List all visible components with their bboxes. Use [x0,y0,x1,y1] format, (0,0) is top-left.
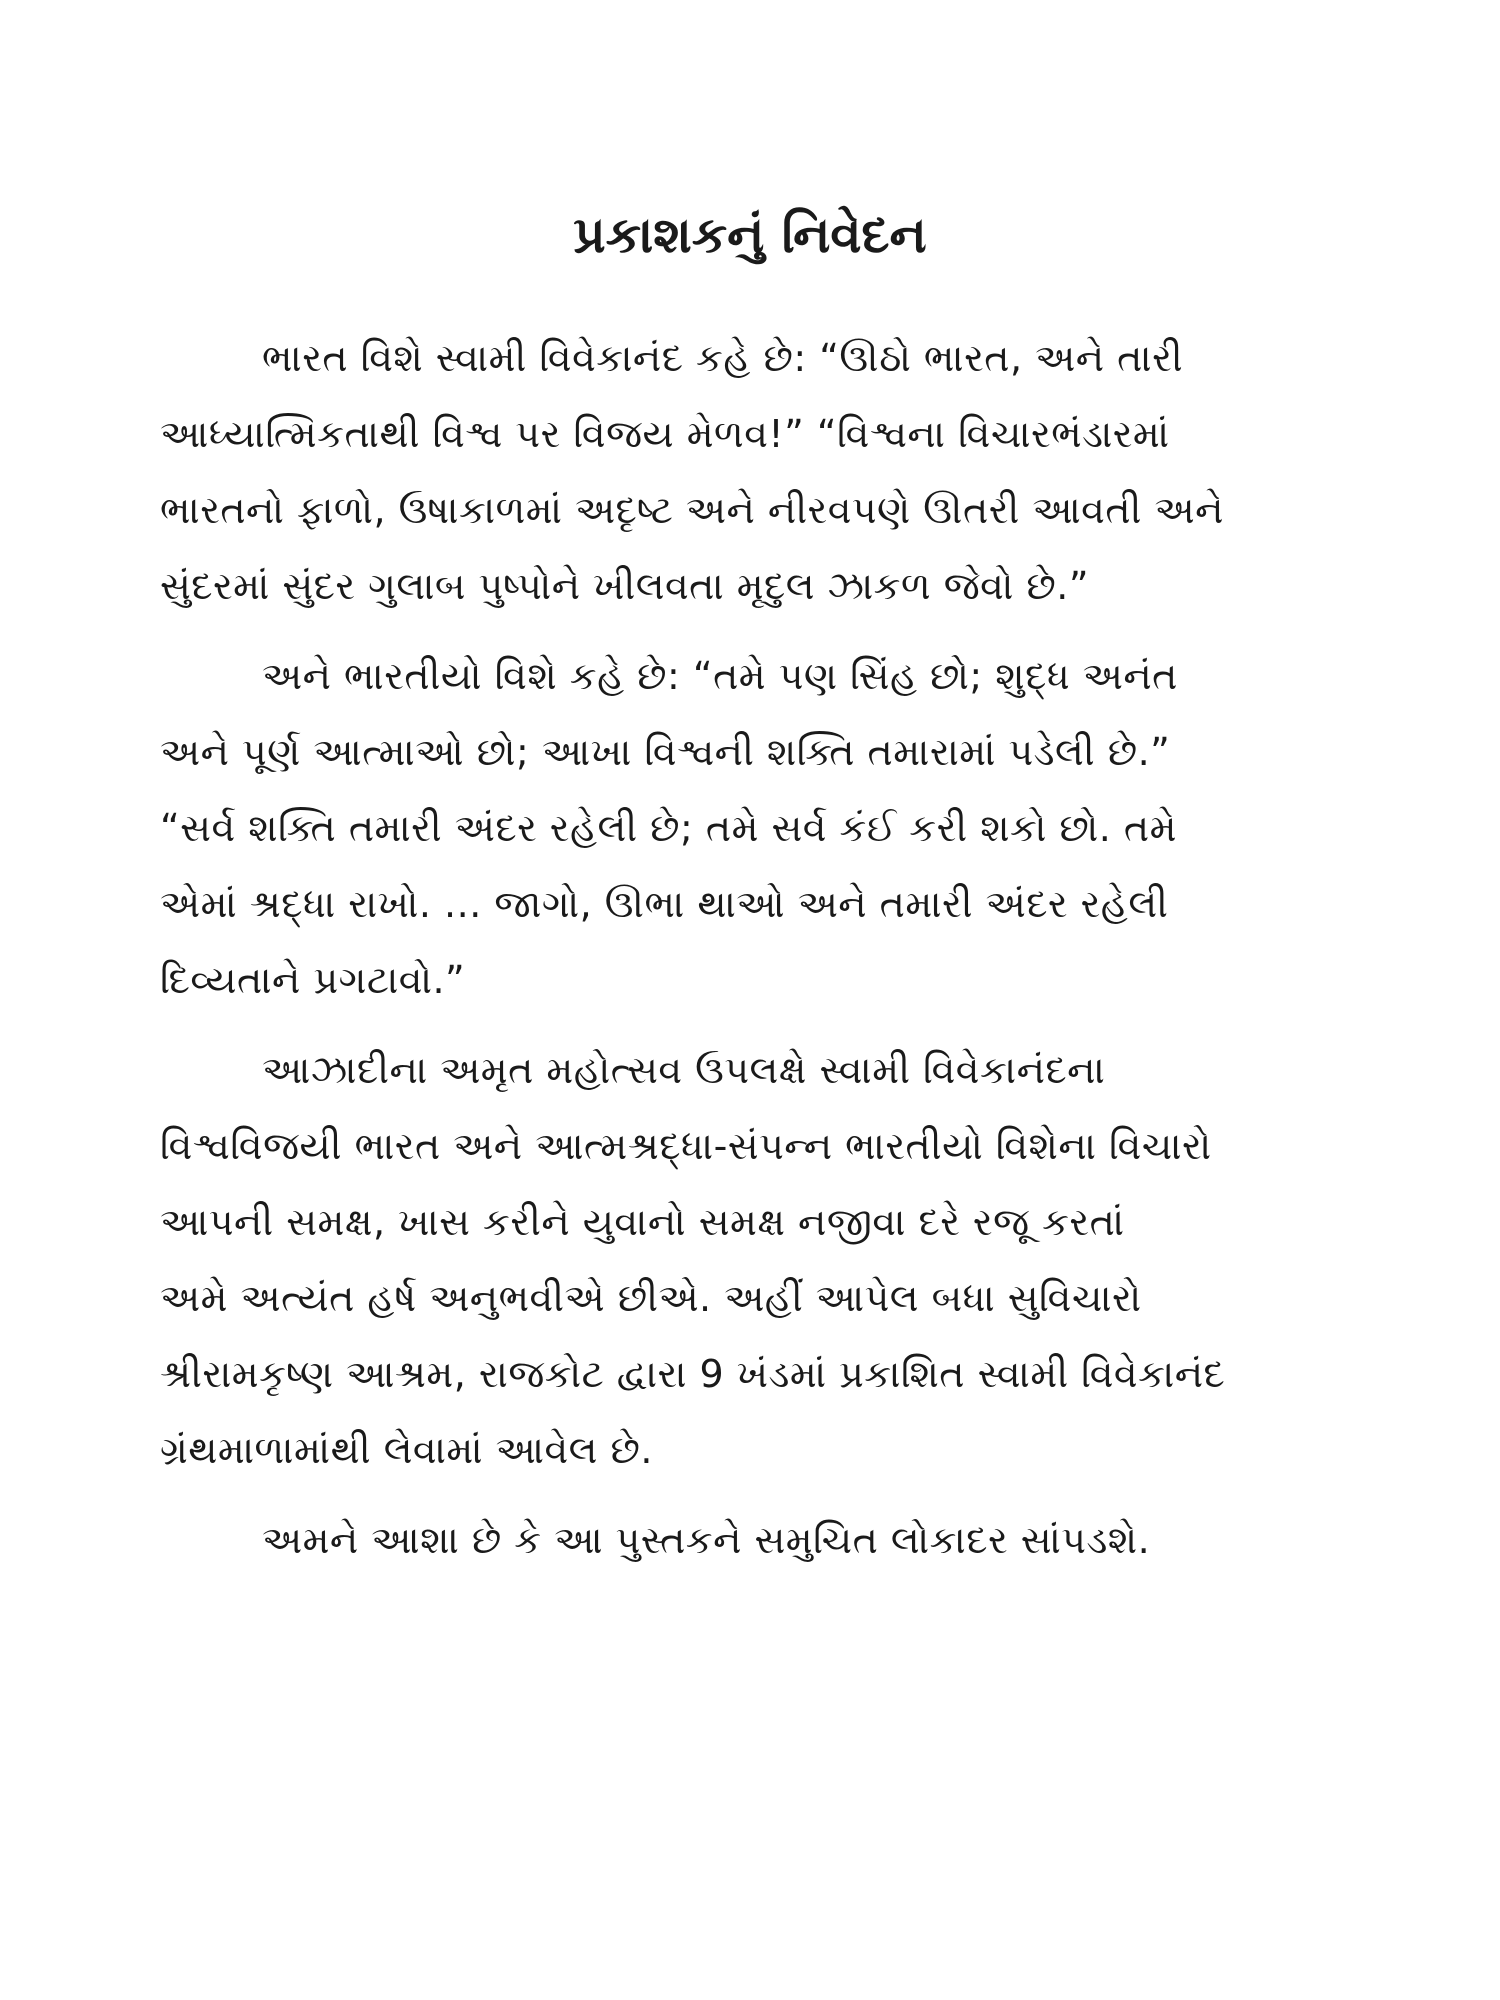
text-line: એમાં શ્રદ્ધા રાખો. ... જાગો, ઊભા થાઓ અને તમારી અંદર રહેલી [160,882,1169,926]
paragraph-1 [160,320,1350,624]
paragraph-gap [160,1018,1350,1032]
document-body [160,320,1350,1578]
text-line: અને ભારતીયો વિશે કહે છે: “તમે પણ સિંહ છો; શુદ્ધ અનંત [262,654,1178,698]
text-line: આઝાદીના અમૃત મહોત્સવ ઉપલક્ષે સ્વામી વિવેકાનંદના [262,1048,1106,1092]
text-line: અમને આશા છે કે આ પુસ્તકને સમુચિત લોકાદર સાંપડશે. [262,1518,1151,1562]
text-line: અને પૂર્ણ આત્માઓ છો; આખા વિશ્વની શક્તિ તમારામાં પડેલી છે.” [160,730,1171,774]
paragraph-2 [160,638,1350,1018]
paragraph-gap [160,1488,1350,1502]
text-line: દિવ્યતાને પ્રગટાવો.” [160,958,466,1002]
paragraph-3 [160,1032,1350,1488]
text-line: આધ્યાત્મિકતાથી વિશ્વ પર વિજય મેળવ!” “વિશ્વના વિચારભંડારમાં [160,412,1170,456]
text-line: ગ્રંથમાળામાંથી લેવામાં આવેલ છે. [160,1428,653,1472]
text-line: વિશ્વવિજયી ભારત અને આત્મશ્રદ્ધા-સંપન્ન ભારતીયો વિશેના વિચારો [160,1124,1212,1168]
text-line: ભારતનો ફાળો, ઉષાકાળમાં અદૃષ્ટ અને નીરવપણે ઊતરી આવતી અને [160,488,1224,532]
page-title: પ્રકાશકનું નિવેદન [573,206,927,264]
text-line: શ્રીરામકૃષ્ણ આશ્રમ, રાજકોટ દ્વારા 9 ખંડમાં પ્રકાશિત સ્વામી વિવેકાનંદ [160,1352,1226,1396]
text-line: “સર્વ શક્તિ તમારી અંદર રહેલી છે; તમે સર્વ કંઈ કરી શકો છો. તમે [160,806,1177,850]
text-line: આપની સમક્ષ, ખાસ કરીને યુવાનો સમક્ષ નજીવા દરે રજૂ કરતાં [160,1200,1125,1244]
text-line: અમે અત્યંત હર્ષ અનુભવીએ છીએ. અહીં આપેલ બધા સુવિચારો [160,1276,1142,1320]
text-line: સુંદરમાં સુંદર ગુલાબ પુષ્પોને ખીલવતા મૃદુલ ઝાકળ જેવો છે.” [160,564,1090,608]
paragraph-gap [160,624,1350,638]
paragraph-4 [160,1502,1350,1578]
text-line: ભારત વિશે સ્વામી વિવેકાનંદ કહે છે: “ઊઠો ભારત, અને તારી [262,336,1184,380]
